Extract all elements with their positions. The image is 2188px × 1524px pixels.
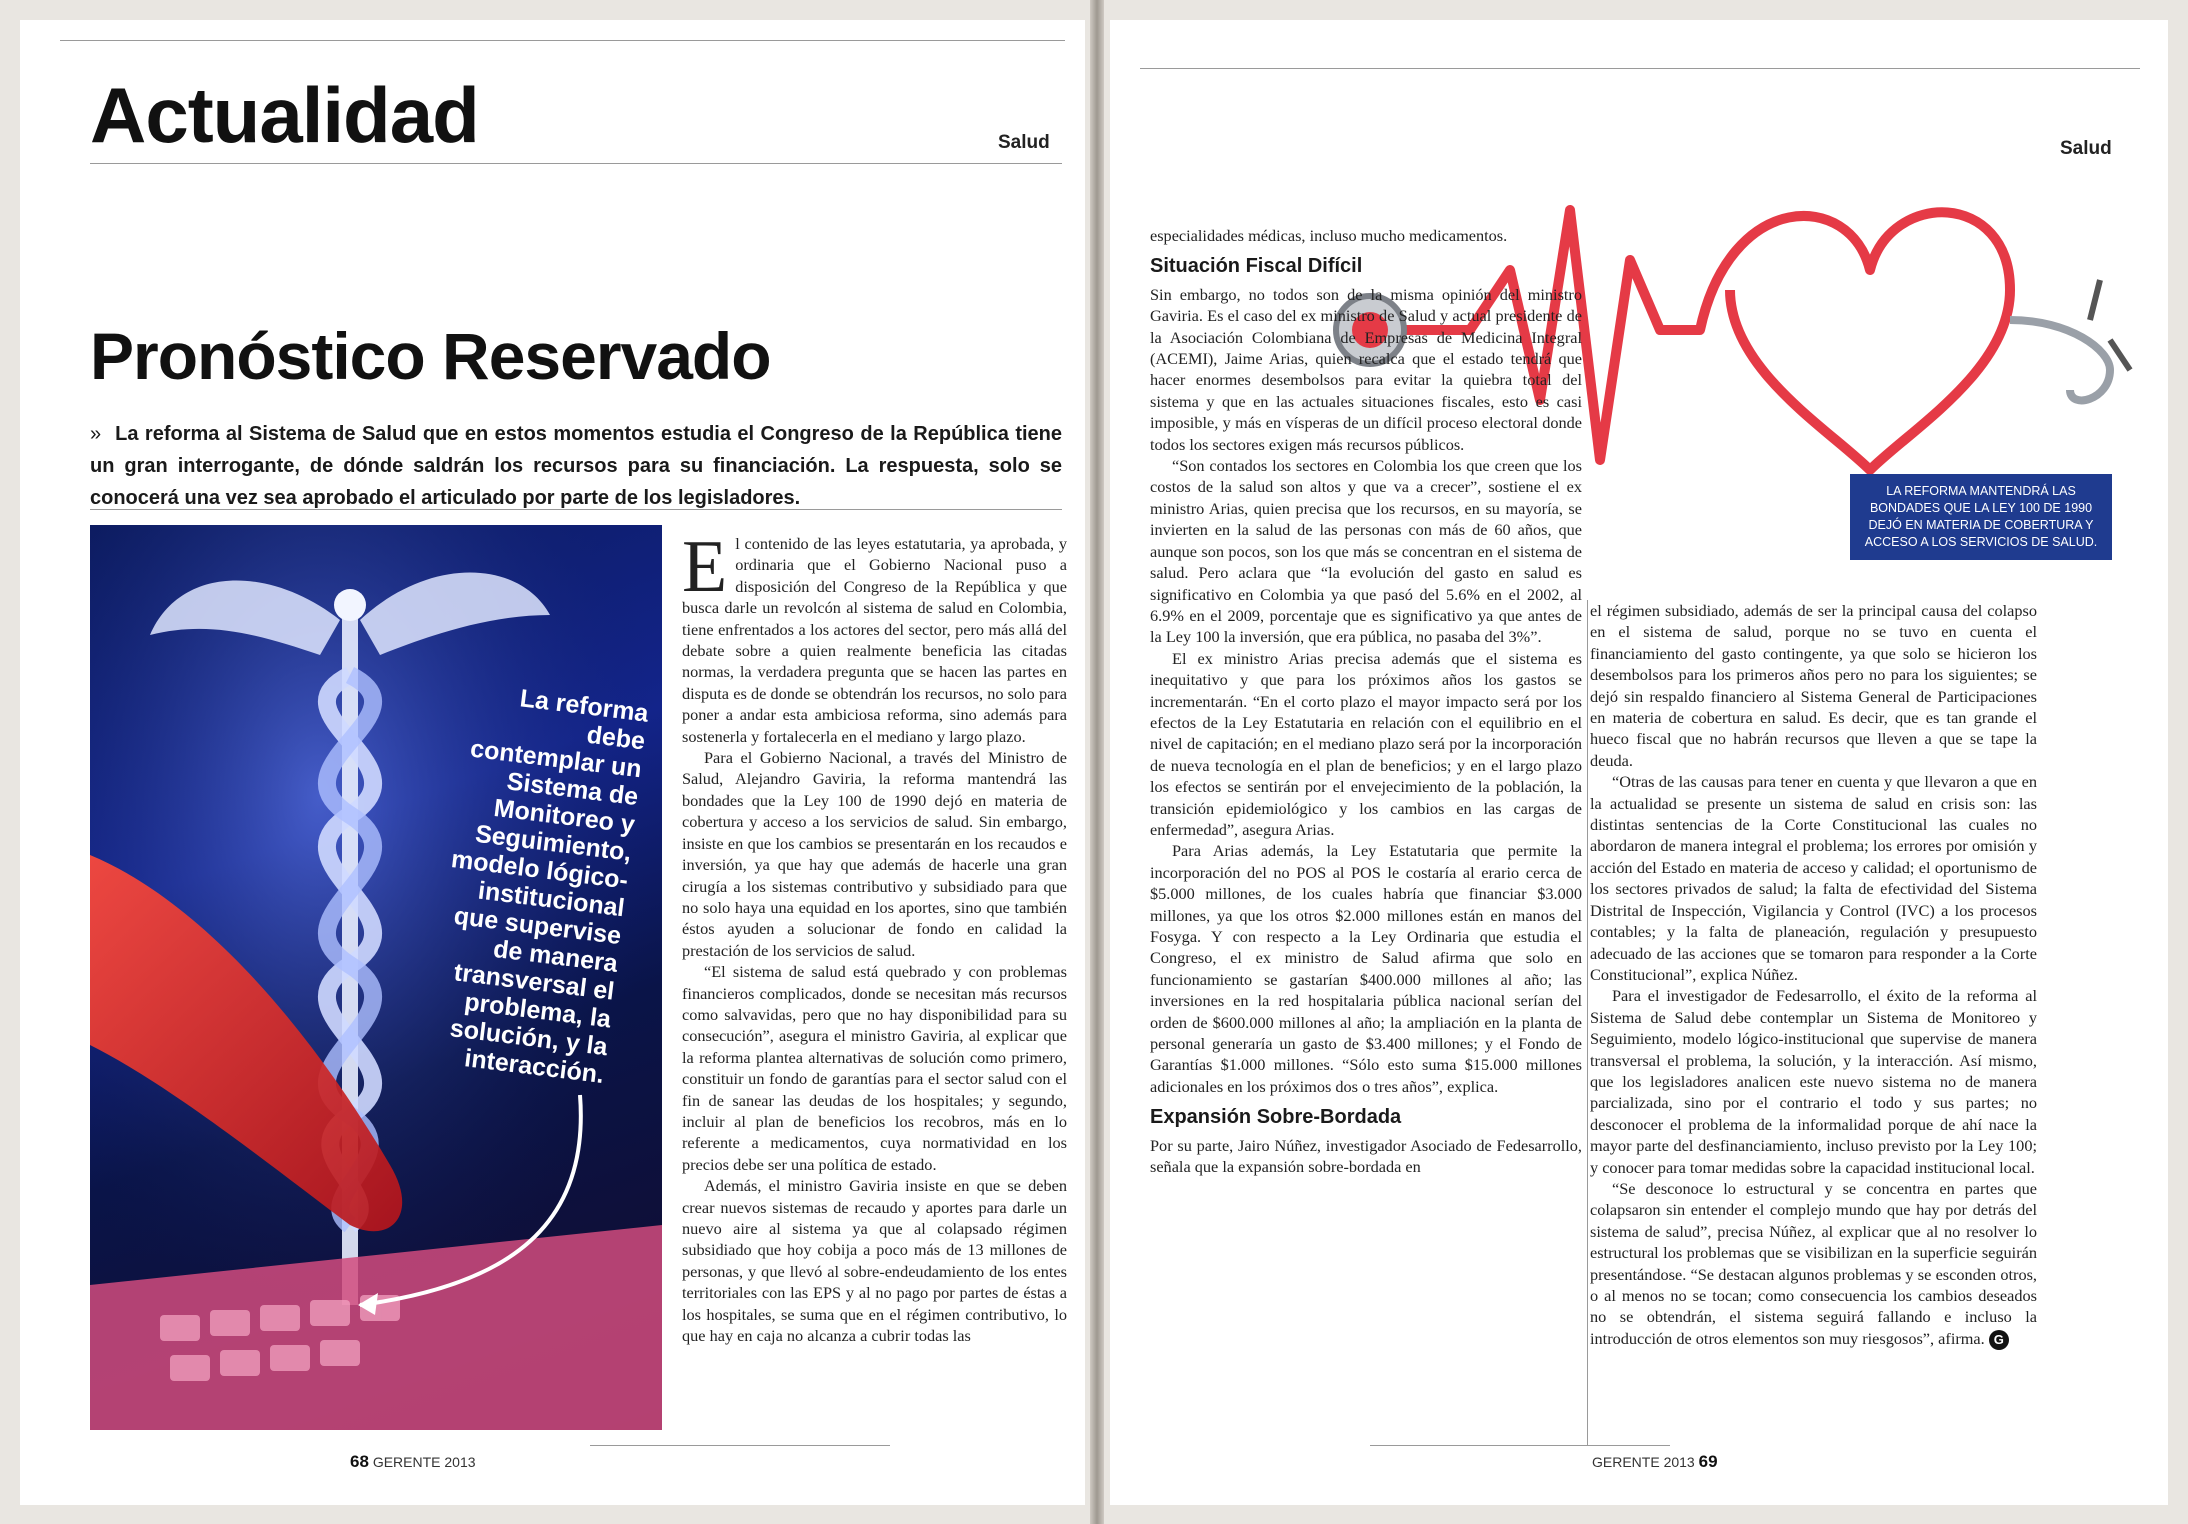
section-tag: Salud xyxy=(998,132,1050,153)
section-title: Actualidad xyxy=(90,71,479,159)
column-divider xyxy=(1587,600,1588,1445)
paragraph: “Otras de las causas para tener en cuenta y que llevaron a que en la actualidad se presente un sistema de salud en crisis son: las distintas sentencias de la Corte Constitucional las cuales no abordaron de manera integral el problema; los errores por omisión y acción del Estado en materia de acceso y calidad; el oportunismo de los sectores privados de salud; la falta de efectividad del Sistema Distrital de Inspección, Vigilancia y Control (IVC) a los procesos contables; y la falta de planeación, regulación y presupuesto adecuado de las acciones que se tomaron para responder a la Corte Constitucional”, explica Núñez. xyxy=(1590,772,2037,984)
footer-rule xyxy=(1370,1445,1670,1446)
paragraph: Para Arias además, la Ley Estatutaria que permite la incorporación del no POS al POS le costaría al erario cerca de $5.000 millones, de los cuales habría que financiar $3.000 millones, ya que los otros $2.000 millones están en manos del Fosyga. Y con respecto a la Ley Ordinaria que estudia el Congreso, el ex ministro de Salud afirma que solo en funcionamiento se gastarían $400.000 millones al año; las inversiones en la red hospitalaria pública nacional serían del orden de $600.000 millones al año; la ampliación en la planta de personal generaría un gasto de $3.400 millones; y el Fondo de Garantías $1.000 millones. “Sólo esto suma $15.000 millones adicionales en los próximos dos o tres años”, explica. xyxy=(1150,841,1582,1096)
paragraph: Sin embargo, no todos son de la misma opinión del ministro Gaviria. Es el caso del ex ministro de Salud y actual presidente de la Asociación Colombiana de Empresas de Medicina Integral (ACEMI), Jaime Arias, quien recalca que el estado tendrá que hacer enormes desembolsos para evitar la quiebra total del sistema y que en las actuales situaciones fiscales, esto es casi imposible, y más en vísperas de un difícil proceso electoral donde todos los sectores exigen más recursos públicos. xyxy=(1150,284,1582,454)
top-rule xyxy=(60,40,1065,41)
header-rule xyxy=(90,163,1062,164)
lead-marker: » xyxy=(90,423,102,445)
caduceus-photo xyxy=(90,525,662,1430)
body-column-1 xyxy=(682,526,1067,1346)
paragraph: especialidades médicas, incluso mucho medicamentos. xyxy=(1150,226,1508,245)
body-column-3 xyxy=(1590,600,2037,1350)
article-lead xyxy=(90,418,1062,514)
folio-text: GERENTE 2013 xyxy=(372,1454,476,1470)
paragraph: Por su parte, Jairo Núñez, investigador Asociado de Fedesarrollo, señala que la expansión sobre-bordada en xyxy=(1150,1135,1582,1177)
paragraph: Para el investigador de Fedesarrollo, el éxito de la reforma al Sistema de Salud debe contemplar un Sistema de Monitoreo y Seguimiento, modelo lógico-institucional que supervise de manera transversal el problema, la solución, y la interacción. Así mismo, que los legisladores analicen este nuevo sistema no de manera parcializada, sino por el contrario el todo y sus partes; no desconocer el problema de la informalidad porque de ahí nace la mayor parte del desfinanciamiento, incluso previsto por la Ley 100; y conocer para tomar medidas sobre la capacidad institucional local. xyxy=(1590,986,2037,1177)
subheading: Situación Fiscal Difícil xyxy=(1150,255,1363,278)
paragraph: el régimen subsidiado, además de ser la principal causa del colapso en el sistema de salud, porque no se tuvo en cuenta el financiamiento del gasto contingente, ya que solo se hicieron los desembolsos para los primeros años pero no para los siguientes; se dejó sin respaldo financiero al Sistema General de Participaciones en materia de cobertura en salud. Es decir, que es tan grande el hueco fiscal que no habrán recursos que lleven a que se tape la deuda. xyxy=(1590,601,2037,770)
page-number: 68 xyxy=(350,1452,369,1471)
folio-text: GERENTE 2013 xyxy=(1592,1454,1695,1470)
image-caption: LA REFORMA MANTENDRÁ LAS BONDADES QUE LA LEY 100 DE 1990 DEJÓ EN MATERIA DE COBERTURA Y ACCESO A LOS SERVICIOS DE SALUD. xyxy=(1850,474,2112,560)
page-folio xyxy=(1592,1452,1718,1472)
subheading: Expansión Sobre-Bordada xyxy=(1150,1106,1402,1129)
lead-text: La reforma al Sistema de Salud que en estos momentos estudia el Congreso de la República tiene un gran interrogante, de dónde saldrán los recursos para su financiación. La respuesta, solo se conocerá una vez sea aprobado el articulado por parte de los legisladores. xyxy=(90,423,1062,509)
pull-quote: La reforma debe contemplar un Sistema de Monitoreo y Seguimiento, modelo lógico-institucional que supervise de manera transversal el problema, la solución, y la interacción. xyxy=(448,684,650,1090)
paragraph: “Son contados los sectores en Colombia los que creen que los costos de la salud son altos y que va a crecer”, sostiene el ex ministro Arias, quien precisa que los recursos, en su mayoría, se invierten en la salud de las personas con más de 60 años, que aunque son pocos, son los que más se concentran en el sistema de salud. Pero aclara que “la evolución del gasto en salud es significativo en Colombia ya que pasó del 5.6% en el 2002, al 6.9% en el 2009, porcentaje que es significativo ya que antes de la Ley 100 la inversión, que era pública, no pasaba del 3%”. xyxy=(1150,456,1582,647)
paragraph: Para el Gobierno Nacional, a través del Ministro de Salud, Alejandro Gaviria, la reforma mantendrá las bondades que la Ley 100 de 1990 dejó en materia de cobertura y acceso a los servicios de salud. Sin embargo, insiste en que los cambios se presentarán en los recaudos e inversión, ya que hay que además de hacerle una gran cirugía a los sistemas contributivo y subsidiado para que no solo haya una equidad en los aportes, sino que también éstos ayuden a solucionar de fondo en calidad la prestación de los servicios de salud. xyxy=(682,748,1067,960)
page-folio xyxy=(350,1452,476,1472)
body-column-2 xyxy=(1150,225,1582,1177)
lead-rule xyxy=(90,509,1062,510)
paragraph: “El sistema de salud está quebrado y con problemas financieros complicados, donde se necesitan más recursos como salvavidas, pero que no hay disponibilidad para su consecución”, asegura el ministro Gaviria, al explicar que la reforma plantea alternativas de solución como primero, constituir un fondo de garantías para el sector salud con el fin de sanear las deudas de los hospitales; y segundo, incluir al plan de beneficios los recobros, más en lo referente a medicamentos, cuya normatividad en los precios debe ser una política de estado. xyxy=(682,962,1067,1174)
section-tag: Salud xyxy=(2060,138,2112,159)
end-of-article-icon: G xyxy=(1989,1330,2009,1350)
paragraph: El contenido de las leyes estatutaria, ya aprobada, y ordinaria que el Gobierno Nacional puso a disposición del Congreso de la República y que busca darle un revolcón al sistema de salud en Colombia, tiene enfrentados a los actores del sector, pero más allá del debate sobre a quien realmente beneficia las citadas normas, la verdadera pregunta que se hacen las partes en disputa es de donde se obtendrán los recursos, no solo para poner a andar esta ambiciosa reforma, sino además para sostenerla y fortalecerla en el mediano y largo plazo. xyxy=(682,526,1067,746)
paragraph: El ex ministro Arias precisa además que el sistema es inequitativo y que para los próximos años los gastos se incrementarán. “En el corto plazo el mayor impacto será por los efectos de la Ley Estatutaria en relación con el equilibrio en el nivel de capitación; en el mediano plazo será por la incorporación de nueva tecnología en el plan de beneficios; y en el largo plazo los efectos se sentirán por el envejecimiento de la población, la transición epidemiológico y los cambios en las cargas de enfermedad”, asegura Arias. xyxy=(1150,648,1582,839)
left-page xyxy=(20,20,1085,1505)
top-rule xyxy=(1140,68,2140,69)
paragraph: “Se desconoce lo estructural y se concentra en partes que colapsaron sin entender el complejo mundo que hay por detrás del sistema de salud”, precisa Núñez, al explicar que al no resolver lo estructural los problemas que se visibilizan en la superficie seguirán presentándose. “Se destacan algunos problemas y se esconden otros, o al menos no se tocan; como consecuencia los cambios deseados no se obtendrán, el sistema seguirá fallando e incluso la introducción de otros elementos son muy riesgosos”, afirma. G xyxy=(1590,1178,2037,1348)
drop-cap: E xyxy=(682,526,728,608)
page-number: 69 xyxy=(1698,1452,1718,1471)
paragraph: Además, el ministro Gaviria insiste en que se deben crear nuevos sistemas de recaudo y aportes para darle un nuevo aire al sistema ya que al colapsado régimen subsidiado que hoy cobija a poco más de 13 millones de personas, y que llevó al sobre-endeudamiento de los entes territoriales con las EPS y al no pago por partes de éstas a los hospitales, se suma que en el régimen contributivo, lo que hay en caja no alcanza a cubrir todas las xyxy=(682,1176,1067,1346)
magazine-spine xyxy=(1090,0,1104,1524)
footer-rule xyxy=(590,1445,890,1446)
right-page xyxy=(1110,20,2168,1505)
article-title: Pronóstico Reservado xyxy=(90,319,771,393)
